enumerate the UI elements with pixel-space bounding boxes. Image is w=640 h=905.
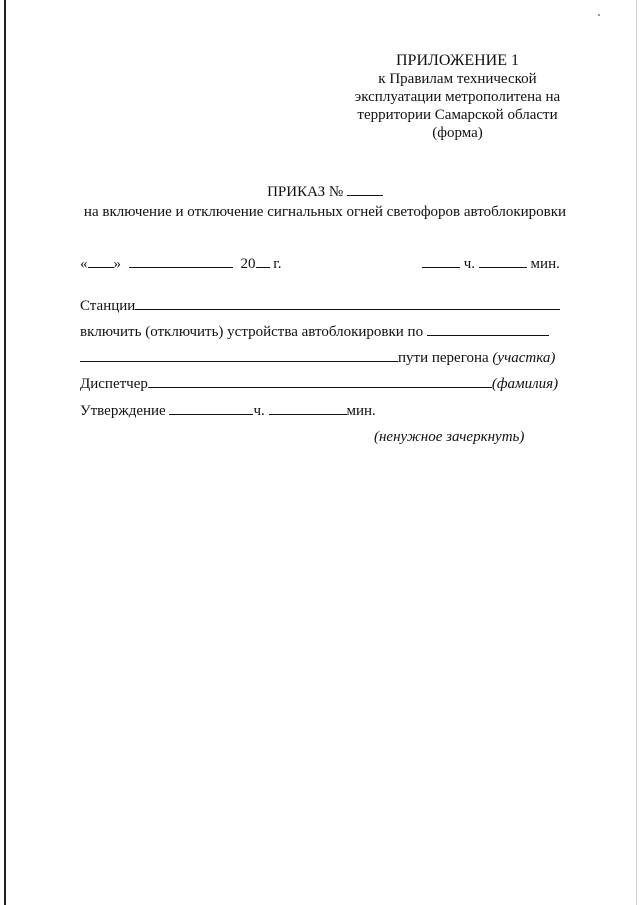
approval-minutes-field[interactable] [269,401,347,415]
order-number-field[interactable] [347,182,383,196]
date-line [80,254,281,273]
station-label: Станции [80,298,136,314]
order-title: ПРИКАЗ № [267,184,344,200]
dispatcher-line [80,374,558,393]
track-paren: (участка) [492,350,556,366]
time-line [422,254,560,273]
quote-open: « [80,256,88,272]
approval-hours-label: ч. [253,403,265,419]
approval-line [80,401,376,420]
quote-close: » [113,256,121,272]
day-field[interactable] [88,254,114,268]
dispatcher-field[interactable] [148,374,492,388]
scan-left-border [4,0,6,905]
scan-right-border [636,0,637,905]
appendix-line: к Правилам технической [378,71,537,87]
track-line [80,348,555,367]
appendix-line: эксплуатации метрополитена на [354,89,561,105]
station-line [80,296,560,315]
year-field[interactable] [256,254,270,268]
order-heading [70,182,580,222]
scan-speck [598,14,600,16]
appendix-title: ПРИЛОЖЕНИЕ 1 [395,52,519,69]
appendix-form-label: (форма) [432,125,483,141]
appendix-line: территории Самарской области [357,107,558,123]
order-subtitle: на включение и отключение сигнальных огней светофоров автоблокировки [83,204,567,220]
station-field[interactable] [135,296,560,310]
enable-field[interactable] [427,322,549,336]
approval-hours-field[interactable] [169,401,253,415]
enable-line [80,322,549,341]
enable-label: включить (отключить) устройства автоблокировки по [80,324,424,340]
minutes-field[interactable] [479,254,527,268]
month-field[interactable] [129,254,233,268]
surname-paren: (фамилия) [491,376,559,392]
strike-note: (ненужное зачеркнуть) [374,429,525,445]
year-prefix: 20 [240,256,256,272]
hours-label: ч. [463,256,476,272]
track-field[interactable] [80,348,398,362]
track-label: пути перегона [398,350,489,366]
hours-field[interactable] [422,254,460,268]
approval-minutes-label: мин. [346,403,376,419]
approval-label: Утверждение [80,403,166,419]
year-suffix: г. [273,256,282,272]
dispatcher-label: Диспетчер [80,376,148,392]
appendix-header [345,52,570,142]
minutes-label: мин. [530,256,560,272]
